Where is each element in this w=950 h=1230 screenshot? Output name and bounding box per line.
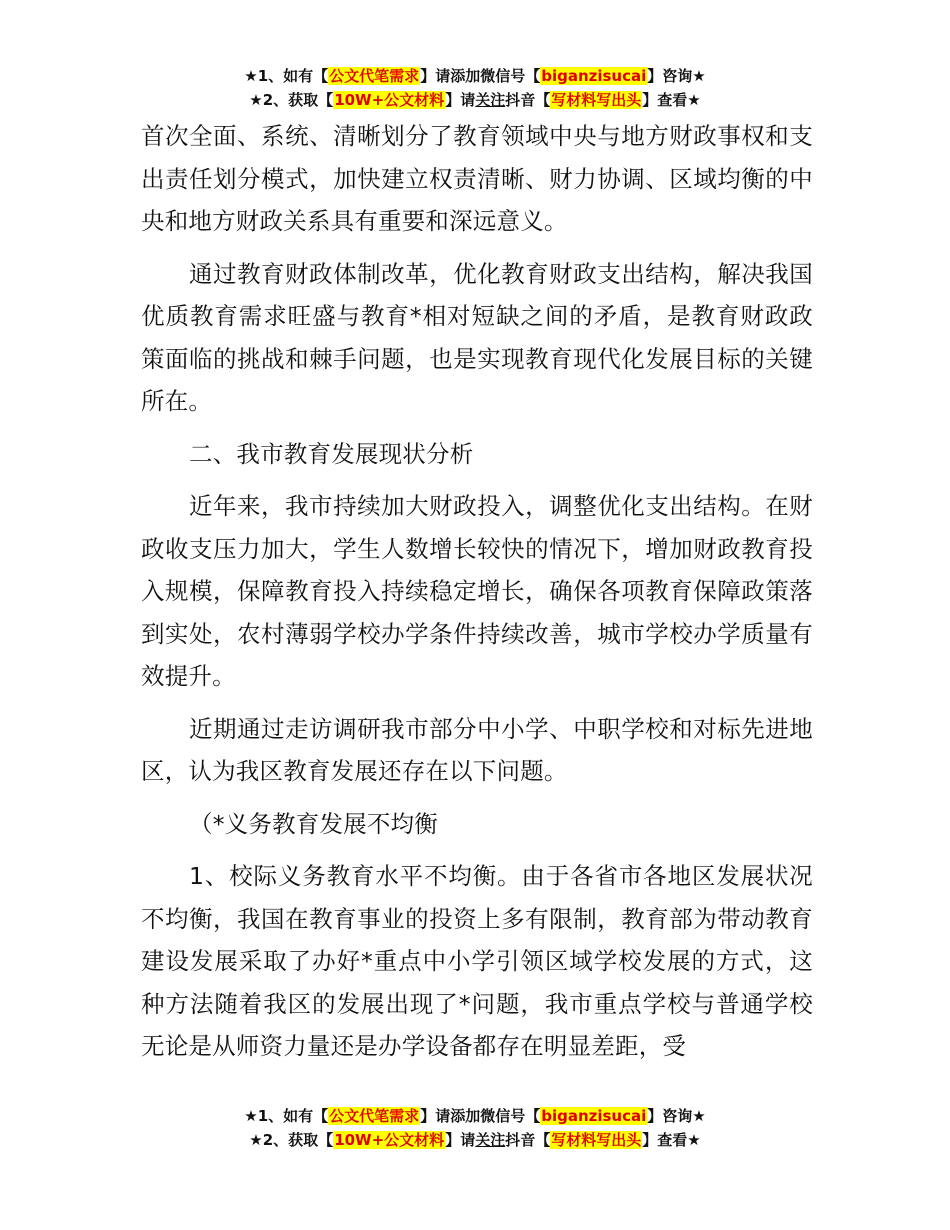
- header-banner-line-2: ★2、获取【10W+公文材料】请关注抖音【写材料写出头】查看★: [249, 91, 701, 109]
- paragraph-2: 通过教育财政体制改革，优化教育财政支出结构，解决我国优质教育需求旺盛与教育*相对短缺之间的矛盾，是教育财政政策面临的挑战和棘手问题，也是实现教育现代化发展目标的关键所在。: [141, 259, 813, 415]
- highlight-materials: 10W+公文材料: [334, 1131, 445, 1149]
- highlight-materials: 10W+公文材料: [334, 91, 445, 109]
- highlight-writing-service: 公文代笔需求: [329, 67, 420, 85]
- subsection-heading-1: （*义务教育发展不均衡: [189, 809, 438, 838]
- header-banner-line-1: ★1、如有【公文代笔需求】请添加微信号【biganzisucai】咨询★: [244, 67, 706, 85]
- paragraph-5: 1、校际义务教育水平不均衡。由于各省市各地区发展状况不均衡，我国在教育事业的投资上多有限制，教育部为带动教育建设发展采取了办好*重点中小学引领区域学校发展的方式，这种方法随着我区的发展出现了*问题，我市重点学校与普通学校无论是从师资力量还是办学设备都存在明显差距，受: [141, 862, 813, 1060]
- highlight-wechat-id: biganzisucai: [541, 67, 647, 85]
- section-heading-2: 二、我市教育发展现状分析: [189, 439, 474, 468]
- highlight-douyin-account: 写材料写出头: [551, 91, 642, 109]
- footer-banner-line-1: ★1、如有【公文代笔需求】请添加微信号【biganzisucai】咨询★: [244, 1107, 706, 1125]
- footer-banner: [0, 1104, 950, 1152]
- highlight-writing-service: 公文代笔需求: [329, 1107, 420, 1125]
- highlight-wechat-id: biganzisucai: [541, 1107, 647, 1125]
- document-body: [141, 115, 813, 1068]
- footer-banner-line-2: ★2、获取【10W+公文材料】请关注抖音【写材料写出头】查看★: [249, 1131, 701, 1149]
- paragraph-4: 近期通过走访调研我市部分中小学、中职学校和对标先进地区，认为我区教育发展还存在以下问题。: [141, 714, 813, 785]
- header-banner: [0, 64, 950, 112]
- highlight-douyin-account: 写材料写出头: [551, 1131, 642, 1149]
- paragraph-3: 近年来，我市持续加大财政投入，调整优化支出结构。在财政收支压力加大，学生人数增长较快的情况下，增加财政教育投入规模，保障教育投入持续稳定增长，确保各项教育保障政策落到实处，农村薄弱学校办学条件持续改善，城市学校办学质量有效提升。: [141, 492, 813, 690]
- paragraph-1: 首次全面、系统、清晰划分了教育领域中央与地方财政事权和支出责任划分模式，加快建立权责清晰、财力协调、区域均衡的中央和地方财政关系具有重要和深远意义。: [141, 122, 813, 235]
